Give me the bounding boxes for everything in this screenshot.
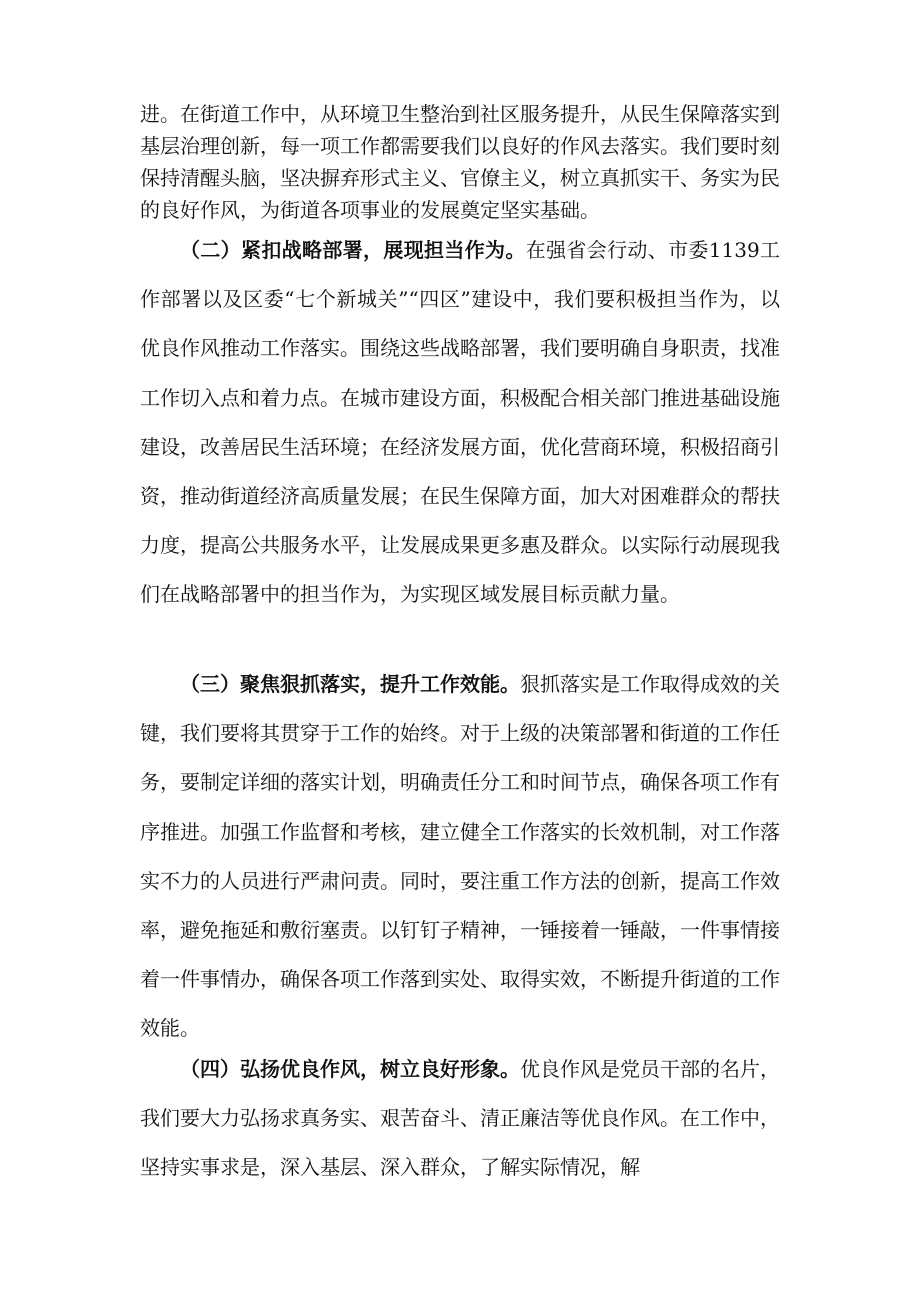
paragraph-1-body: 进。在街道工作中，从环境卫生整治到社区服务提升，从民生保障落实到基层治理创新，每一项工作都需要我们以良好的作风去落实。我们要时刻保持清醒头脑，坚决摒弃形式主义、官僚主义，树立真抓实干、务实为民的良好作风，为街道各项事业的发展奠定坚实基础。 xyxy=(140,102,780,222)
paragraph-3 xyxy=(140,660,780,1054)
paragraph-2-heading: （二）紧扣战略部署，展现担当作为。 xyxy=(180,238,526,262)
paragraph-1 xyxy=(140,98,780,226)
paragraph-2-body: 在强省会行动、市委1139工作部署以及区委“七个新城关”“四区”建设中，我们要积极担当作为，以优良作风推动工作落实。围绕这些战略部署，我们要明确自身职责，找准工作切入点和着力点。在城市建设方面，积极配合相关部门推进基础设施建设，改善居民生活环境；在经济发展方面，优化营商环境，积极招商引资，推动街道经济高质量发展；在民生保障方面，加大对困难群众的帮扶力度，提高公共服务水平，让发展成果更多惠及群众。以实际行动展现我们在战略部署中的担当作为，为实现区域发展目标贡献力量。 xyxy=(140,238,781,607)
paragraph-3-body: 狠抓落实是工作取得成效的关键，我们要将其贯穿于工作的始终。对于上级的决策部署和街道的工作任务，要制定详细的落实计划，明确责任分工和时间节点，确保各项工作有序推进。加强工作监督和考核，建立健全工作落实的长效机制，对工作落实不力的人员进行严肃问责。同时，要注重工作方法的创新，提高工作效率，避免拖延和敷衍塞责。以钉钉子精神，一锤接着一锤敲，一件事情接着一件事情办，确保各项工作落到实处、取得实效，不断提升街道的工作效能。 xyxy=(140,672,780,1041)
paragraph-2 xyxy=(140,226,780,620)
paragraph-4 xyxy=(140,1045,780,1193)
paragraph-3-heading: （三）聚焦狠抓落实，提升工作效能。 xyxy=(180,672,520,696)
paragraph-4-body: 优良作风是党员干部的名片，我们要大力弘扬求真务实、艰苦奋斗、清正廉洁等优良作风。在工作中，坚持实事求是，深入基层、深入群众，了解实际情况，解 xyxy=(140,1057,780,1180)
paragraph-4-heading: （四）弘扬优良作风，树立良好形象。 xyxy=(180,1057,520,1081)
